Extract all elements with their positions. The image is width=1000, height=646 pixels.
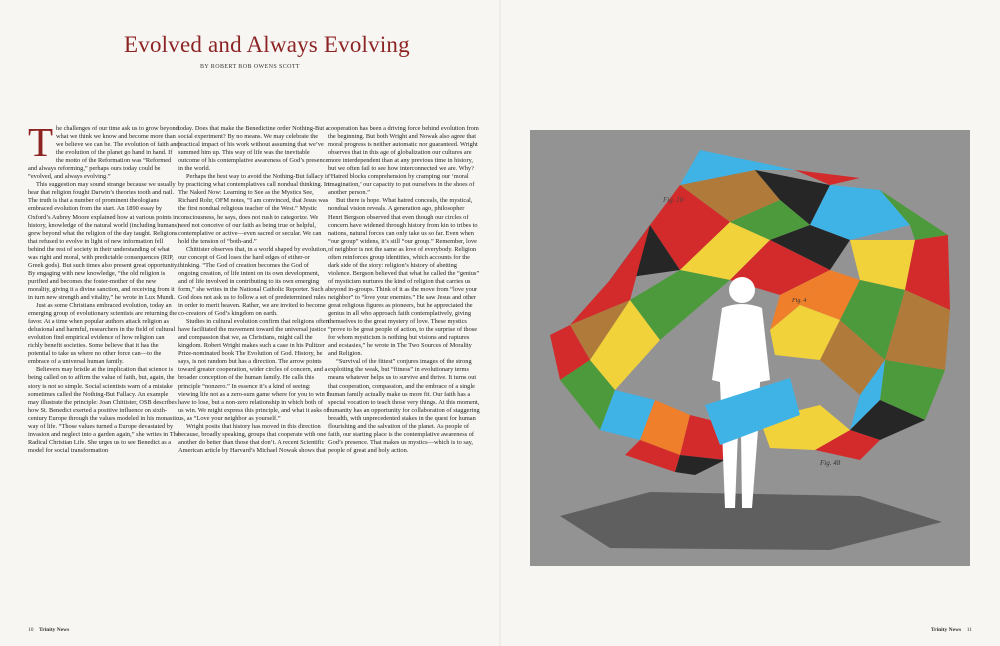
paragraph: Believers may bristle at the implication that science is being called on to affirm the value of faith, but, again, the story is not so simple. Social scientists warn of a mistake sometimes called the Nothing-But Fallacy. An example may illustrate the principle: Joan Chittister, OSB describes how St. Benedict exerted a positive influence on sixth-century Europe through the values modeled in his monastic way of life. “Those values turned a Europe devastated by invasion and neglect into a garden again,” she writes in The Radical Christian Life. She urges us to see Benedict as a model for social transformation: [28, 366, 180, 454]
paragraph: The challenges of our time ask us to grow beyond what we think we know and become more than we believe we can be. The evolution of faith and the evolution of the planet go hand in hand. If the motto of the Reformation was “Reformed and always reforming,” perhaps ours today could be “evolved, and always evolving.”: [28, 125, 180, 181]
footer-right: [931, 627, 972, 633]
paragraph: Wright posits that history has moved in this direction because, broadly speaking, groups that cooperate with one another do better than those that don’t. A recent Scientific American article by Harvard’s Michael Nowak shows that: [178, 422, 327, 454]
illustration-label: Fig. 10: [663, 196, 684, 204]
footer-left: [28, 627, 69, 633]
illustration-label: Fig. 4: [792, 298, 807, 304]
illustration-label: Fig. 48: [820, 459, 841, 467]
publication-name-left: Trinity News: [39, 627, 70, 633]
illustration-polyhedron: [530, 130, 970, 566]
page-number-right: 11: [966, 627, 972, 633]
paragraph: today. Does that make the Benedictine order Nothing-But a social experiment? By no means. We may celebrate the practical impact of his work without assuming that we’ve summed him up. This way of life was the inevitable outcome of his contemplative awareness of God’s presence in the world.: [178, 125, 329, 173]
text-column-3: [328, 125, 480, 620]
paragraph: This suggestion may sound strange because we usually hear that religion fought Darwin’s theories tooth and nail. The truth is that a number of prominent theologians embraced evolution from the start. An 1890 essay by Oxford’s Aubrey Moore explained how at various points in history, knowledge of the natural world (including humans) grew beyond what the religion of the day taught. Religions that refused to evolve in light of new information fell behind the rest of society in their understanding of what was right and moral, with predictable consequences (RIP, Greek gods). But such times also present great opportunity. By engaging with new knowledge, “the old religion is purified and becomes the foster-mother of the new morality, giving it a divine sanction, and receiving from it in turn new strength and vitality,” he wrote in Lux Mundi.: [28, 181, 180, 301]
page-gutter: [499, 0, 501, 646]
page-number-left: 10: [28, 627, 34, 633]
paragraph: But there is hope. What hatred conceals, the mystical, nondual vision reveals. A generation ago, philosopher Henri Bergson observed that even though our circles of concern have widened through history from kin to tribes to nations, natural forces can only take us so far. Even when “our group” widens, it’s still “our group.” Remember, love of neighbor is not the same as love of everybody. Religion often reinforces group identities, which accounts for the dark side of the story: religion’s history of abetting violence. Bergson believed that what he called the “genius” of mysticism nurtures the kind of religion that carries us beyond in-groups. Think of it as the move from “love your neighbor” to “love your enemies.” He saw Jesus and other great religious figures as pioneers, but he appreciated the genius in all who approach faith contemplatively, giving themselves to the great mystery of love. These mystics “prove to be great people of action, to the surprise of those for whom mysticism is nothing but visions and raptures and ecstasies,” he wrote in The Two Sources of Morality and Religion.: [328, 197, 480, 358]
paragraph: Chittister observes that, in a world shaped by evolution, our concept of God loses the hard edges of either-or thinking. “The God of creation becomes the God of ongoing creation, of life intent on its own development, and of life involved in contributing to its own emerging form,” she writes in the National Catholic Reporter. Such a God does not ask us to follow a set of predetermined rules in order to merit heaven. Rather, we are invited to become co-creators of God’s kingdom on earth.: [178, 245, 328, 318]
paragraph: “Survival of the fittest” conjures images of the strong exploiting the weak, but “fitness” in evolutionary terms means whatever helps us to survive and thrive. It turns out that cooperation, compassion, and the embrace of a single human family actually make us more fit. Our faith has a special vocation to teach those very things. At this moment, humanity has an opportunity for collaboration of staggering breadth, with unprecedented stakes in the quest for human flourishing and the salvation of the planet. As people of faith, our starting place is the contemplative awareness of God’s presence. That makes us mystics—which is to say, people of great and holy action.: [328, 358, 480, 454]
drop-cap: T: [28, 125, 54, 165]
text-column-2: [178, 125, 330, 620]
paragraph: Just as some Christians embraced evolution, today an emerging group of evolutionary scientists are returning the favor. At a time when popular authors attack religion as delusional and harmful, researchers in the field of cultural evolution find empirical evidence of how religion can richly benefit societies. Some believe that it has the potential to take us where no other force can—to the embrace of a universal human family.: [28, 302, 178, 366]
text-column-1: [28, 125, 180, 620]
figure-head: [729, 277, 755, 303]
article-title: Evolved and Always Evolving: [124, 32, 410, 57]
paragraph: Studies in cultural evolution confirm that religions often have facilitated the movement toward the universal justice and compassion that we, as Christians, might call the kingdom. Robert Wright makes such a case in his Pulitzer Prize-nominated book The Evolution of God. History, he says, is not random but has a direction. The arrow points toward greater cooperation, wider circles of concern, and a broader conception of the human family. He calls this principle “nonzero.” In essence it’s a kind of seeing: viewing life not as a zero-sum game where for you to win I have to lose, but a non-zero relationship in which both of us win. We might express this principle, and what it asks of us, as “Love your neighbor as yourself.”: [178, 318, 329, 422]
byline: BY ROBERT BOB OWENS SCOTT: [200, 64, 300, 70]
publication-name-right: Trinity News: [930, 627, 962, 633]
paragraph: cooperation has been a driving force behind evolution from the beginning. But both Wright and Nowak also agree that moral progress is neither automatic nor guaranteed. Wright observes that in this age of globalization our cultures are more interdependent than at any previous time in history, but we often fail to see how interconnected we are. Why? “Hatred blocks comprehension by cramping our ‘moral imagination,’ our capacity to put ourselves in the shoes of another person.”: [328, 125, 479, 197]
paragraph: Perhaps the best way to avoid the Nothing-But fallacy is by practicing what contemplatives call nondual thinking. In The Naked Now: Learning to See as the Mystics See, Richard Rohr, OFM notes, “I am convinced, that Jesus was the first nondual religious teacher of the West.” Mystic consciousness, he says, does not rush to categorize. We need not conceive of our faith as being true or helpful, contemplative or active—even sacred or secular. We can hold the tension of “both-and.”: [178, 173, 330, 245]
